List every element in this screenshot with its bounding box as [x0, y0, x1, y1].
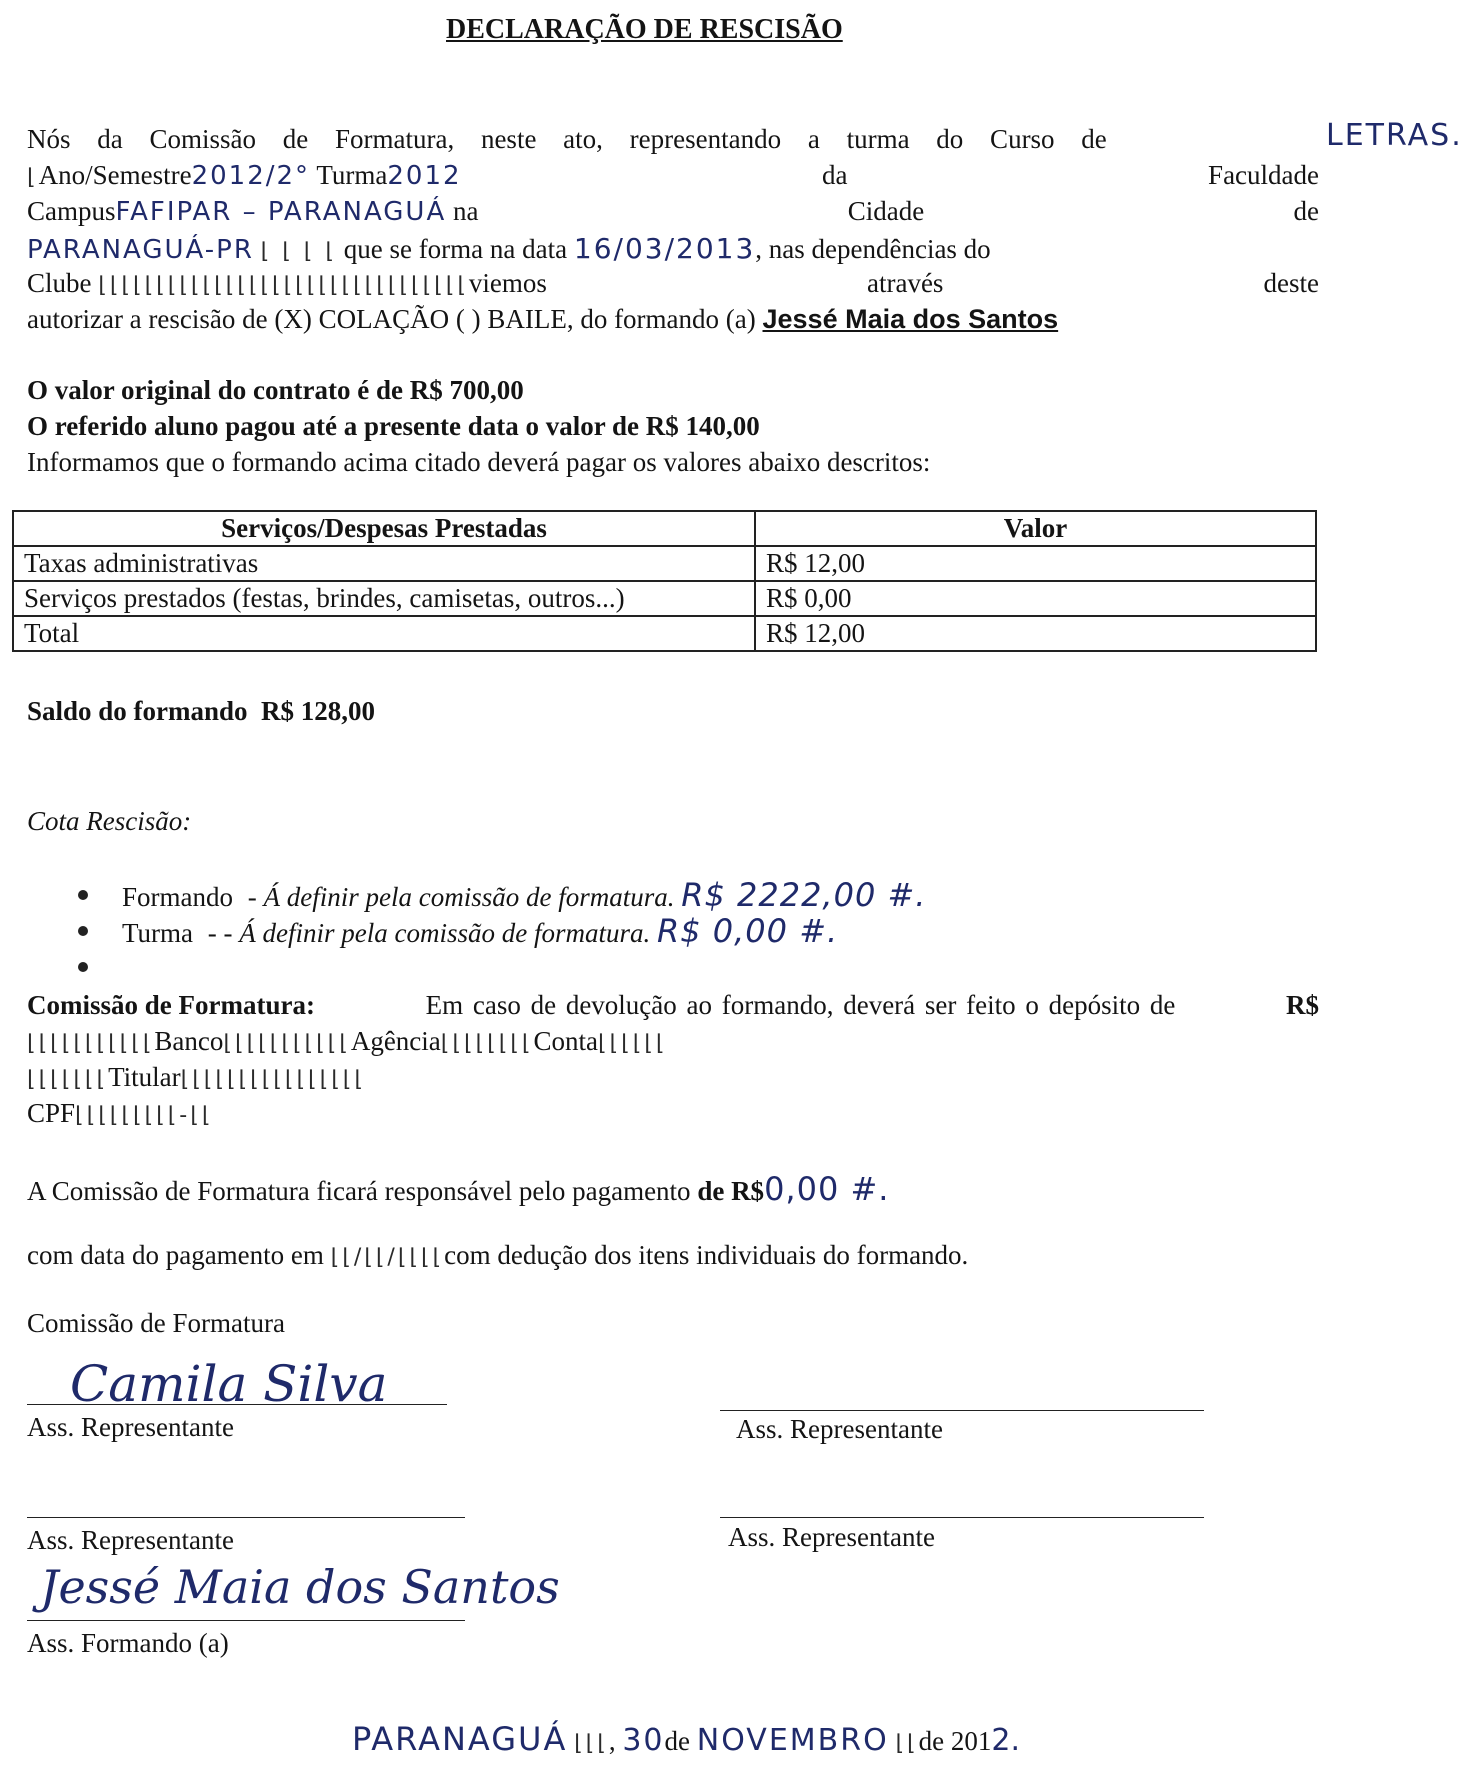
table-header-row	[13, 511, 1316, 546]
cota-formando	[122, 876, 926, 914]
ano-semestre-value: 2012/2°	[191, 161, 311, 191]
formando-name: Jessé Maia dos Santos	[762, 304, 1059, 334]
table-cell: R$ 12,00	[755, 616, 1316, 651]
data-formatura-label: que se forma na data	[343, 234, 568, 264]
intro-de: de	[1293, 196, 1319, 226]
campus-group	[27, 196, 478, 227]
cota-turma-text: - - Á definir pela comissão de formatura.	[207, 918, 651, 948]
footer-ano-prefix: 201	[950, 1726, 992, 1756]
intro-line-6	[27, 304, 1058, 335]
signature-line	[27, 1620, 465, 1621]
table-cell: Serviços prestados (festas, brindes, camisetas, outros...)	[13, 581, 755, 616]
signature-formando: Jessé Maia dos Santos	[40, 1560, 560, 1614]
rep-label-1: Ass. Representante	[27, 1412, 234, 1442]
comissao-line-3: ⌊⌊⌊⌊⌊⌊⌊Titular⌊⌊⌊⌊⌊⌊⌊⌊⌊⌊⌊⌊⌊⌊⌊⌊	[27, 1062, 366, 1092]
comissao-signature-label: Comissão de Formatura	[27, 1308, 285, 1338]
table-row	[13, 616, 1316, 651]
intro-text-1: Nós da Comissão de Formatura, neste ato, representando a turma do Curso de	[27, 124, 1107, 154]
clube-group	[27, 268, 547, 299]
cota-turma-value: R$ 0,00 #.	[657, 912, 839, 950]
signature-line	[720, 1410, 1204, 1411]
saldo-formando: Saldo do formando R$ 128,00	[27, 696, 376, 726]
comissao-line-1	[27, 990, 1319, 1021]
rescisao-text: autorizar a rescisão de (X) COLAÇÃO ( ) BAILE, do formando (a)	[27, 304, 756, 334]
deste-text: deste	[1263, 268, 1319, 298]
atraves-text: através	[866, 268, 944, 298]
cota-heading: Cota Rescisão:	[27, 806, 192, 836]
valores-info: Informamos que o formando acima citado deverá pagar os valores abaixo descritos:	[27, 447, 931, 477]
comissao-rs: R$	[1286, 990, 1319, 1020]
intro-line-5	[27, 268, 1319, 299]
footer-dia: 30	[622, 1723, 665, 1758]
pagamento-de: de R$	[697, 1176, 765, 1206]
cpf-label: CPF	[27, 1098, 76, 1128]
turma-value: 2012	[387, 161, 462, 191]
rep-label-2: Ass. Representante	[736, 1414, 943, 1444]
intro-line-2	[27, 160, 1319, 191]
intro-faculdade: Faculdade	[1208, 160, 1319, 190]
table-header-valor: Valor	[755, 511, 1316, 546]
table-cell: Taxas administrativas	[13, 546, 755, 581]
table-row	[13, 546, 1316, 581]
pagamento-line	[27, 1170, 889, 1208]
intro-line-1	[27, 124, 1319, 155]
table-row	[13, 581, 1316, 616]
agencia-label: Agência	[350, 1026, 441, 1056]
pagamento-text: A Comissão de Formatura ficará responsável pelo pagamento	[27, 1176, 691, 1206]
footer-cidade: PARANAGUÁ	[352, 1720, 568, 1758]
data-pagamento-line: com data do pagamento em ⌊⌊/⌊⌊/⌊⌊⌊⌊com dedução dos itens individuais do formando.	[27, 1240, 969, 1270]
formando-label: Ass. Formando (a)	[27, 1628, 229, 1658]
cota-formando-label: Formando	[122, 882, 233, 912]
clube-label: Clube	[27, 268, 92, 298]
pagamento-value: 0,00 #.	[764, 1170, 890, 1208]
signature-line	[720, 1517, 1204, 1518]
rep-label-3: Ass. Representante	[27, 1525, 234, 1555]
comissao-text: Em caso de devolução ao formando, deverá ser feito o depósito de	[425, 990, 1176, 1020]
viemos-text: viemos	[468, 268, 547, 298]
cota-turma	[122, 912, 838, 950]
cota-turma-label: Turma	[122, 918, 194, 948]
footer-de-1: de	[664, 1726, 691, 1756]
cota-formando-text: - Á definir pela comissão de formatura.	[247, 882, 675, 912]
table-header-servicos: Serviços/Despesas Prestadas	[13, 511, 755, 546]
signature-camila: Camila Silva	[70, 1355, 388, 1413]
clube-boxes: ⌊⌊⌊⌊⌊⌊⌊⌊⌊⌊⌊⌊⌊⌊⌊⌊⌊⌊⌊⌊⌊⌊⌊⌊⌊⌊⌊⌊⌊⌊⌊⌊	[98, 273, 469, 298]
titular-label: Titular	[108, 1062, 181, 1092]
valor-pago: O referido aluno pagou até a presente data o valor de R$ 140,00	[27, 411, 760, 441]
intro-line-3	[27, 196, 1319, 227]
comissao-label: Comissão de Formatura:	[27, 990, 315, 1020]
banco-label: Banco	[154, 1026, 224, 1056]
comissao-group	[27, 990, 315, 1021]
intro-line-4: PARANAGUÁ-PR ⌊ ⌊ ⌊ ⌊ que se forma na data 16/03/2013, nas dependências do	[27, 232, 991, 265]
valor-original: O valor original do contrato é de R$ 700,00	[27, 375, 524, 405]
conta-label: Conta	[533, 1026, 598, 1056]
footer-date-line: PARANAGUÁ ⌊⌊⌊, 30de NOVEMBRO ⌊⌊de 2012.	[352, 1720, 1020, 1758]
bullet-icon	[78, 926, 88, 936]
cota-formando-value: R$ 2222,00 #.	[681, 876, 927, 914]
bullet-icon	[78, 890, 88, 900]
comissao-line-2: ⌊⌊⌊⌊⌊⌊⌊⌊⌊⌊⌊Banco⌊⌊⌊⌊⌊⌊⌊⌊⌊⌊⌊Agência⌊⌊⌊⌊⌊⌊⌊⌊Conta⌊⌊⌊⌊⌊⌊	[27, 1026, 668, 1056]
signature-line	[27, 1517, 465, 1518]
intro-da: da	[822, 160, 848, 190]
dependencias-text: , nas dependências do	[755, 234, 991, 264]
signature-line	[27, 1404, 447, 1405]
campus-label: Campus	[27, 196, 116, 226]
intro-cidade: Cidade	[847, 196, 925, 226]
table-cell: R$ 0,00	[755, 581, 1316, 616]
footer-ano-suffix: 2.	[991, 1723, 1020, 1758]
rep-label-4: Ass. Representante	[728, 1522, 935, 1552]
page-title: DECLARAÇÃO DE RESCISÃO	[446, 14, 843, 45]
deducao-text: com dedução dos itens individuais do formando.	[444, 1240, 969, 1270]
bullet-icon	[78, 962, 88, 972]
comissao-line-4: CPF⌊⌊⌊⌊⌊⌊⌊⌊⌊-⌊⌊	[27, 1098, 214, 1128]
turma-label: Turma	[316, 160, 388, 190]
ano-semestre-group: ⌊Ano/Semestre2012/2° Turma2012	[27, 160, 462, 191]
table-cell: Total	[13, 616, 755, 651]
data-formatura-value: 16/03/2013	[573, 232, 756, 265]
cidade-value: PARANAGUÁ-PR	[27, 235, 254, 265]
footer-mes: NOVEMBRO	[696, 1723, 889, 1758]
services-table	[12, 510, 1317, 652]
data-pagamento-label: com data do pagamento em	[27, 1240, 324, 1270]
table-cell: R$ 12,00	[755, 546, 1316, 581]
footer-de-2: de	[918, 1726, 945, 1756]
campus-value: FAFIPAR – PARANAGUÁ	[115, 197, 447, 227]
ano-semestre-label: Ano/Semestre	[38, 160, 192, 190]
curso-value: LETRAS.	[1326, 118, 1463, 153]
campus-na: na	[452, 196, 479, 226]
